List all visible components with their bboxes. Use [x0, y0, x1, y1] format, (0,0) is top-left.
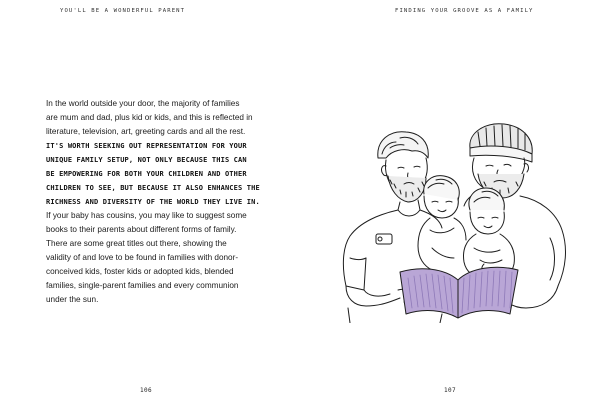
- emphasis-line: CHILDREN TO SEE, BUT BECAUSE IT ALSO ENHANCES THE: [46, 184, 260, 192]
- page-number-right: 107: [444, 387, 457, 394]
- page-number-left: 106: [140, 387, 153, 394]
- emphasis-line: UNIQUE FAMILY SETUP, NOT ONLY BECAUSE THIS CAN: [46, 156, 247, 164]
- emphasis-line: BE EMPOWERING FOR BOTH YOUR CHILDREN AND OTHER: [46, 170, 247, 178]
- emphasis-line: RICHNESS AND DIVERSITY OF THE WORLD THEY LIVE IN.: [46, 198, 260, 206]
- right-page: [300, 0, 600, 420]
- body-line: under the sun.: [46, 295, 99, 304]
- child-right-figure: [464, 188, 515, 280]
- body-line: books to their parents about different forms of family.: [46, 225, 237, 234]
- emphasis-line: IT'S WORTH SEEKING OUT REPRESENTATION FOR YOUR: [46, 142, 247, 150]
- body-line: validity of and love to be found in families with donor-: [46, 253, 239, 262]
- running-head-right: FINDING YOUR GROOVE AS A FAMILY: [395, 8, 534, 14]
- body-line: literature, television, art, greeting cards and all the rest.: [46, 127, 246, 136]
- body-line: In the world outside your door, the majority of families: [46, 99, 240, 108]
- body-line: are mum and dad, plus kid or kids, and this is reflected in: [46, 113, 253, 122]
- family-reading-illustration: [320, 118, 588, 323]
- running-head-left: YOU'LL BE A WONDERFUL PARENT: [60, 8, 186, 14]
- body-paragraph: [46, 97, 296, 307]
- body-line: If your baby has cousins, you may like to suggest some: [46, 211, 247, 220]
- body-line: conceived kids, foster kids or adopted kids, blended: [46, 267, 234, 276]
- body-line: There are some great titles out there, showing the: [46, 239, 227, 248]
- body-line: families, single-parent families and every communion: [46, 281, 239, 290]
- open-book: [400, 267, 518, 318]
- child-left-figure: [418, 176, 466, 270]
